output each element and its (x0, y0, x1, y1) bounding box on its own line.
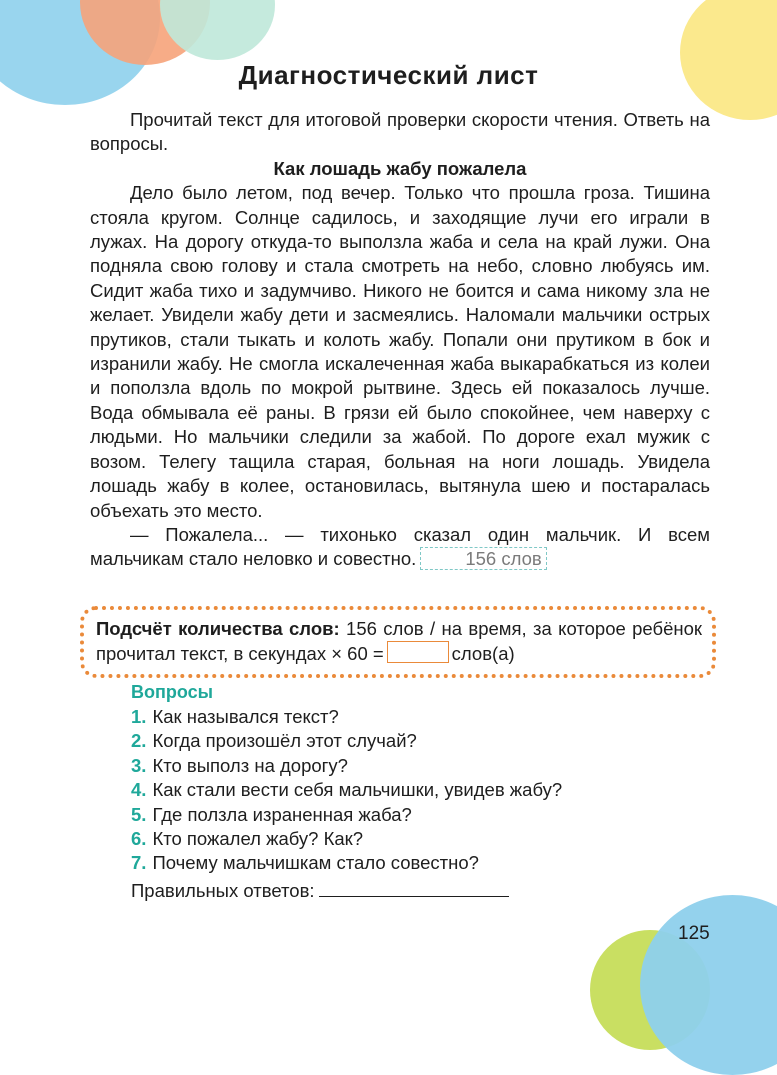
word-count-badge: 156 слов (420, 547, 546, 570)
question-number: 3. (131, 754, 147, 776)
questions-list (131, 705, 562, 876)
question-number: 4. (131, 779, 147, 801)
question-item (131, 827, 562, 851)
word-count-calculation (80, 606, 716, 678)
question-item (131, 803, 562, 827)
page-title: Диагностический лист (238, 60, 539, 90)
question-number: 5. (131, 803, 147, 825)
calculation-unit: слов(а) (451, 643, 515, 665)
story-paragraph-1: Дело было летом, под вечер. Только что прошла гроза. Тишина стояла кругом. Солнце садилось, и заходящие лучи его играли в лужах. На дорогу откуда-то выползла жаба и села на край лужи. Она подняла свою голову и стала смотреть на небо, словно любуясь им. Сидит жаба тихо и задумчиво. Никого не боится и сама никому зла не желает. Увидели жабу дети и засмеялись. Наломали мальчики острых прутиков, стали тыкать и колоть жабу. Попали они прутиком в бок и изранили жабу. Не смогла искалеченная жаба выкарабкаться из колеи и поползла вдоль по мокрой рытвине. Здесь ей показалось лучше. Вода обмывала её раны. В грязи ей было спокойнее, чем наверху с людьми. Но мальчики следили за жабой. По дороге ехал мужик с возом. Телегу тащила старая, больная на ноги лошадь. Увидела лошадь жабу в колее, остановилась, вытянула шею и постаралась объехать это место. (90, 182, 710, 521)
story-paragraph-2-text: — Пожалела... — тихонько сказал один мальчик. И всем мальчикам стало неловко и совестно. (90, 523, 710, 570)
question-item (131, 851, 562, 875)
question-item (131, 754, 562, 778)
correct-answers-line (131, 880, 509, 902)
answer-box[interactable] (387, 641, 449, 663)
page-number: 125 (678, 923, 710, 944)
question-number: 6. (131, 828, 147, 850)
question-text: Как назывался текст? (152, 706, 339, 727)
question-text: Где ползла израненная жаба? (152, 803, 412, 825)
story-title: Как лошадь жабу пожалела (273, 157, 527, 179)
question-item (131, 705, 562, 729)
reading-text (90, 108, 710, 572)
correct-answers-blank[interactable] (319, 881, 509, 897)
question-text: Кто пожалел жабу? Как? (152, 828, 364, 850)
question-text: Кто выполз на дорогу? (152, 754, 348, 776)
question-number: 7. (131, 852, 147, 874)
question-number: 2. (131, 730, 147, 752)
instruction-text: Прочитай текст для итоговой проверки скорости чтения. Ответь на вопросы. (90, 109, 710, 155)
question-item (131, 729, 562, 753)
story-paragraph-2 (90, 523, 710, 572)
question-text: Почему мальчишкам стало совестно? (152, 852, 479, 874)
calculation-text: 156 слов / на время, за которое ребёнок прочитал текст, в секундах × 60 = (96, 618, 702, 665)
question-number: 1. (131, 706, 147, 727)
questions-heading: Вопросы (131, 682, 214, 702)
calculation-label: Подсчёт количества слов: (96, 618, 340, 639)
question-text: Когда произошёл этот случай? (152, 730, 417, 752)
question-item (131, 778, 562, 802)
correct-answers-label: Правильных ответов: (131, 880, 315, 901)
question-text: Как стали вести себя мальчишки, увидев жабу? (152, 779, 563, 801)
